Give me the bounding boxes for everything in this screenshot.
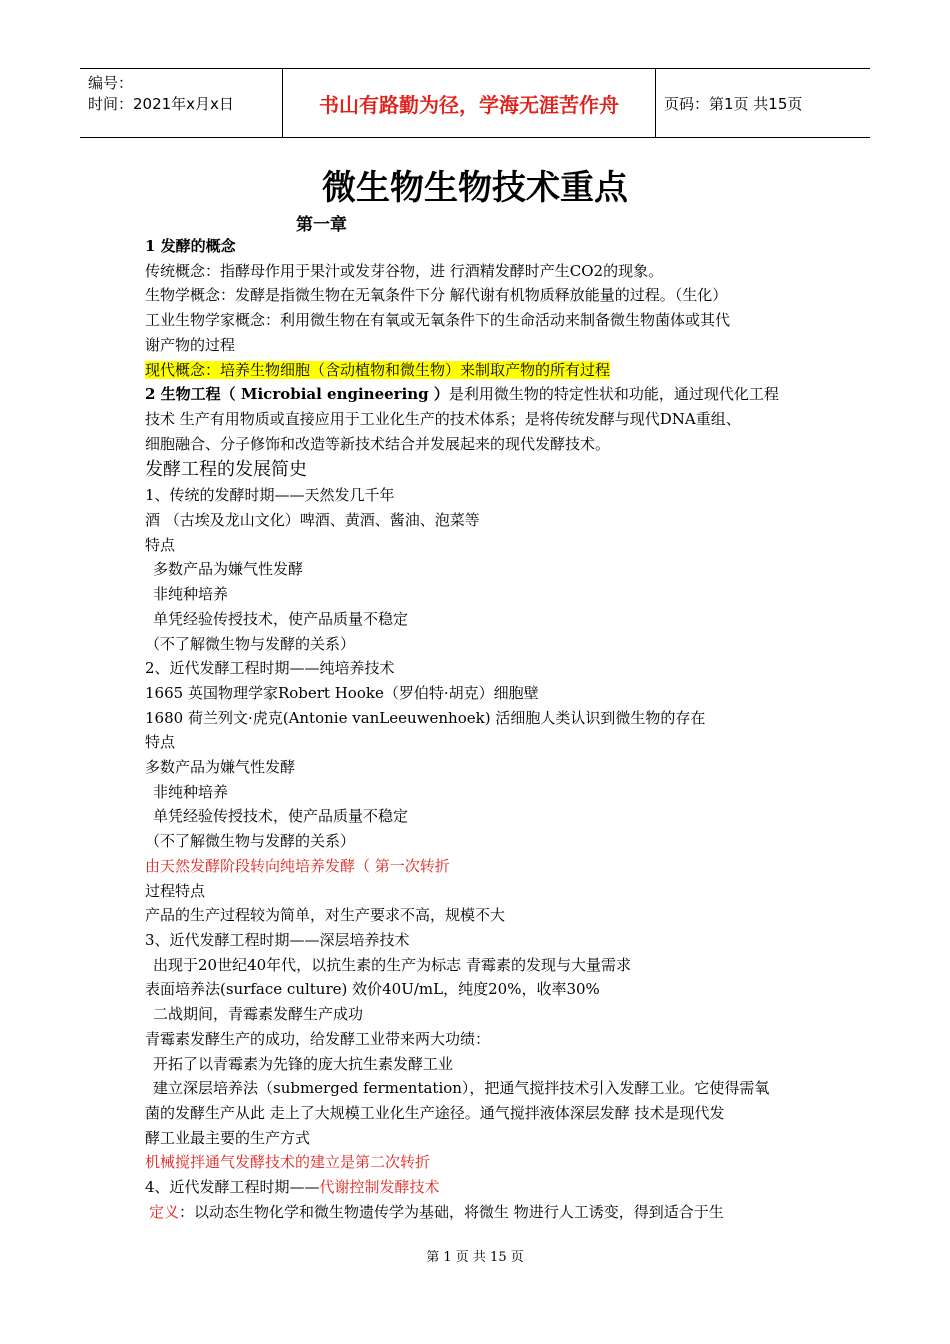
inline-text: 是利用微生物的特定性状和功能，通过现代化工程 <box>448 385 779 404</box>
text-line: 工业生物学家概念：利用微生物在有氧或无氧条件下的生命活动来制备微生物菌体或其代 <box>145 311 731 330</box>
text-line: 青霉素发酵生产的成功，给发酵工业带来两大功绩： <box>145 1029 491 1048</box>
text-line: 1680 荷兰列文·虎克(Antonie vanLeeuwenhoek) 活细胞人类认识到微生物的存在 <box>145 708 706 727</box>
text-line: 开拓了以青霉素为先锋的庞大抗生素发酵工业 <box>153 1054 454 1073</box>
text-line: 产品的生产过程较为简单，对生产要求不高，规模不大 <box>145 906 506 925</box>
header-motto: 书山有路勤为径，学海无涯苦作舟 <box>282 69 656 137</box>
text-line <box>145 1200 825 1225</box>
text-line: 表面培养法(surface culture) 效价40U/mL，纯度20%，收率30% <box>145 980 600 999</box>
text-line: 单凭经验传授技术，使产品质量不稳定 <box>153 609 409 628</box>
number-label: 编号： <box>88 74 134 92</box>
text-line: 单凭经验传授技术，使产品质量不稳定 <box>153 807 409 826</box>
chapter-heading: 第一章 <box>296 215 347 235</box>
header-meta <box>80 69 282 137</box>
header-page-info: 页码：第1页 共15页 <box>664 94 803 113</box>
text-line: 多数产品为嫌气性发酵 <box>145 758 296 777</box>
text-line: 细胞融合、分子修饰和改造等新技术结合并发展起来的现代发酵技术。 <box>145 434 611 453</box>
text-line: 建立深层培养法（submerged fermentation），把通气搅拌技术引入发酵工业。它使得需氧 <box>153 1079 770 1098</box>
text-line: 菌的发酵生产从此 走上了大规模工业化生产途径。通气搅拌液体深层发酵 技术是现代发 <box>145 1103 725 1122</box>
text-line: 传统概念：指酵母作用于果汁或发芽谷物，进 行酒精发酵时产生CO2的现象。 <box>145 261 664 280</box>
text-line: 1665 英国物理学家Robert Hooke（罗伯特·胡克）细胞壁 <box>145 683 539 702</box>
red-inline-text: 代谢控制发酵技术 <box>319 1178 440 1197</box>
document-body <box>145 234 825 1224</box>
text-line: 非纯种培养 <box>153 782 229 801</box>
highlight-text: 现代概念：培养生物细胞（含动植物和微生物）来制取产物的所有过程 <box>145 360 611 379</box>
date-label: 时间：2021年x月x日 <box>88 95 234 113</box>
text-line: 酵工业最主要的生产方式 <box>145 1128 311 1147</box>
section-heading: 1 发酵的概念 <box>145 237 236 255</box>
page-title: 微生物生物技术重点 <box>322 168 628 208</box>
text-line: 过程特点 <box>145 881 206 900</box>
text-line: 技术 生产有用物质或直接应用于工业化生产的技术体系；是将传统发酵与现代DNA重组、 <box>145 409 741 428</box>
text-line: （不了解微生物与发酵的关系） <box>145 832 356 851</box>
text-line: 出现于20世纪40年代，以抗生素的生产为标志 青霉素的发现与大量需求 <box>153 955 631 974</box>
text-line: 1、传统的发酵时期——天然发几千年 <box>145 486 395 505</box>
page-footer: 第 1 页 共 15 页 <box>426 1250 524 1265</box>
text-line: 二战期间，青霉素发酵生产成功 <box>153 1005 364 1024</box>
inline-text: 4、近代发酵工程时期—— <box>145 1178 320 1197</box>
text-line: 多数产品为嫌气性发酵 <box>153 560 304 579</box>
highlighted-line <box>145 358 825 383</box>
text-line: 3、近代发酵工程时期——深层培养技术 <box>145 930 410 949</box>
text-line: 生物学概念：发酵是指微生物在无氧条件下分 解代谢有机物质释放能量的过程。（生化） <box>145 286 728 305</box>
text-line: 特点 <box>145 535 176 554</box>
text-line: 非纯种培养 <box>153 585 229 604</box>
red-text-line: 由天然发酵阶段转向纯培养发酵（ 第一次转折 <box>145 856 450 875</box>
text-line: 2、近代发酵工程时期——纯培养技术 <box>145 659 395 678</box>
inline-text: ：以动态生物化学和微生物遗传学为基础，将微生 物进行人工诱变，得到适合于生 <box>179 1202 724 1221</box>
text-line: （不了解微生物与发酵的关系） <box>145 634 356 653</box>
text-line: 谢产物的过程 <box>145 335 236 354</box>
text-line <box>145 382 825 407</box>
text-line: 酒 （古埃及龙山文化）啤酒、黄酒、酱油、泡菜等 <box>145 511 480 530</box>
section-heading: 2 生物工程（ Microbial engineering ） <box>145 385 449 404</box>
subsection-heading: 发酵工程的发展简史 <box>145 459 307 481</box>
red-text-line: 机械搅拌通气发酵技术的建立是第二次转折 <box>145 1153 431 1172</box>
text-line: 特点 <box>145 733 176 752</box>
red-inline-text: 定义 <box>149 1202 180 1221</box>
text-line <box>145 1175 825 1200</box>
header-table <box>80 68 870 138</box>
